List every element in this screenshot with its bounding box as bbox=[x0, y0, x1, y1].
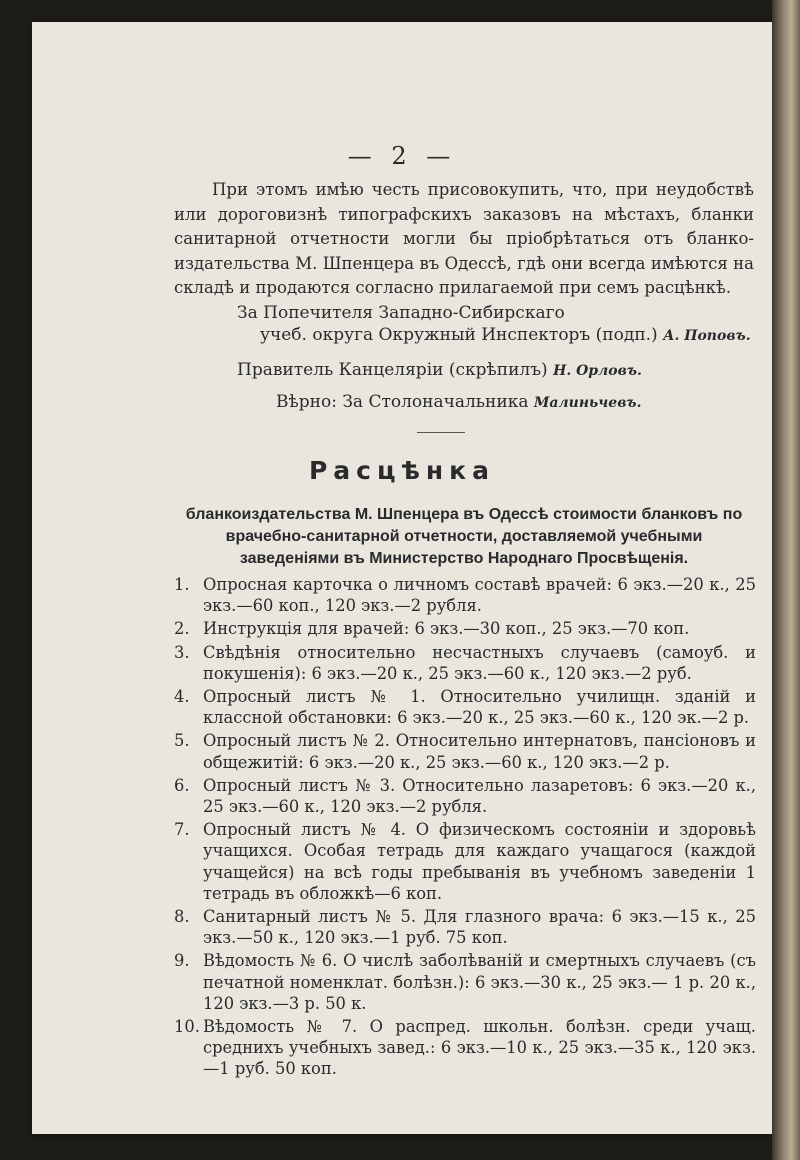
item-number: 7. bbox=[174, 820, 190, 840]
item-number: 10. bbox=[174, 1017, 200, 1037]
list-item bbox=[174, 950, 756, 1014]
list-item bbox=[174, 819, 756, 904]
list-item bbox=[174, 775, 756, 817]
section-divider bbox=[417, 432, 465, 433]
item-number: 2. bbox=[174, 619, 190, 639]
signature-line-3 bbox=[237, 360, 642, 380]
item-number: 1. bbox=[174, 575, 190, 594]
list-item bbox=[174, 1016, 756, 1080]
item-text: Свѣдѣнія относительно несчастныхъ случаевъ (самоуб. и покушенія): 6 экз.—20 к., 25 экз.—60 к., 120 экз.—2 руб. bbox=[203, 642, 756, 683]
signature-line-4-text: Вѣрно: За Столоначальника bbox=[276, 392, 529, 412]
list-item bbox=[174, 618, 756, 639]
item-text: Вѣдомость № 6. О числѣ заболѣваній и смертныхъ случаевъ (съ печатной номенклат. болѣзн.): 6 экз.—30 к., 25 экз.— 1 р. 20 к., 120 экз.—3 р. 50 к. bbox=[203, 951, 756, 1013]
item-text: Опросный листъ № 3. Относительно лазаретовъ: 6 экз.—20 к., 25 экз.—60 к., 120 экз.—2 рубля. bbox=[203, 775, 756, 817]
item-number: 9. bbox=[174, 951, 190, 971]
list-item bbox=[174, 642, 756, 684]
item-text: Опросная карточка о личномъ составѣ врачей: 6 экз.—20 к., 25 экз.—60 коп., 120 экз.—2 рубля. bbox=[203, 575, 756, 616]
item-number: 3. bbox=[174, 642, 190, 662]
list-item bbox=[174, 686, 756, 728]
item-number: 8. bbox=[174, 907, 190, 927]
signature-line-2-text: учеб. округа Окружный Инспекторъ (подп.) bbox=[260, 325, 658, 345]
book-spine-edge bbox=[772, 0, 800, 1160]
intro-paragraph: При этомъ имѣю честь присовокупить, что, при неудобствѣ или дороговизнѣ типографскихъ заказовъ на мѣстахъ, бланки санитарной отчетности могли бы пріобрѣтаться отъ бланко-издательства М. Шпенцера въ Одессѣ, гдѣ они всегда имѣются на складѣ и продаются согласно прилагаемой при семъ расцѣнкѣ. bbox=[174, 180, 754, 297]
price-list-heading: Расцѣнка bbox=[308, 456, 496, 485]
item-number: 6. bbox=[174, 775, 190, 795]
list-item bbox=[174, 574, 756, 616]
item-text: Инструкція для врачей: 6 экз.—30 коп., 25 экз.—70 коп. bbox=[203, 619, 690, 639]
price-list-subheading: бланкоиздательства М. Шпенцера въ Одессѣ стоимости бланковъ по врачебно-санитарной отчетности, доставляемой учебными заведеніями въ Министерство Народнаго Просвѣщенія. bbox=[185, 506, 743, 567]
signature-name-malinchev: Малиньчевъ. bbox=[533, 395, 642, 411]
item-number: 4. bbox=[174, 687, 190, 707]
document-page bbox=[32, 22, 772, 1134]
signature-name-popov: А. Поповъ. bbox=[663, 328, 751, 344]
page-number: — 2 — bbox=[347, 142, 457, 170]
signature-line-3-text: Правитель Канцеляріи (скрѣпилъ) bbox=[237, 360, 548, 380]
item-text: Санитарный листъ № 5. Для глазного врача: 6 экз.—15 к., 25 экз.—50 к., 120 экз.—1 руб. 75 коп. bbox=[203, 907, 756, 948]
signature-name-orlov: Н. Орловъ. bbox=[553, 363, 642, 379]
list-item bbox=[174, 906, 756, 948]
signature-line-1 bbox=[237, 303, 565, 323]
item-number: 5. bbox=[174, 731, 190, 751]
list-item bbox=[174, 730, 756, 772]
signature-line-2 bbox=[260, 325, 751, 345]
signature-line-1-text: За Попечителя Западно-Сибирскаго bbox=[237, 303, 565, 323]
signature-line-4 bbox=[276, 392, 641, 412]
price-list bbox=[174, 574, 756, 1082]
item-text: Опросный листъ № 4. О физическомъ состояніи и здоровьѣ учащихся. Особая тетрадь для каждаго учащагося (каждой учащейся) на всѣ годы пребыванія въ учебномъ заведеніи 1 тетрадь въ обложкѣ—6 коп. bbox=[203, 820, 756, 903]
item-text: Вѣдомость № 7. О распред. школьн. болѣзн. среди учащ. среднихъ учебныхъ завед.: 6 экз.—10 к., 25 экз.—35 к., 120 экз.—1 руб. 50 коп. bbox=[203, 1017, 756, 1079]
item-text: Опросный листъ № 2. Относительно интернатовъ, пансіоновъ и общежитій: 6 экз.—20 к., 25 экз.—60 к., 120 экз.—2 р. bbox=[203, 731, 756, 772]
item-text: Опросный листъ № 1. Относительно училищн. зданій и классной обстановки: 6 экз.—20 к., 25 экз.—60 к., 120 эк.—2 р. bbox=[203, 687, 756, 728]
